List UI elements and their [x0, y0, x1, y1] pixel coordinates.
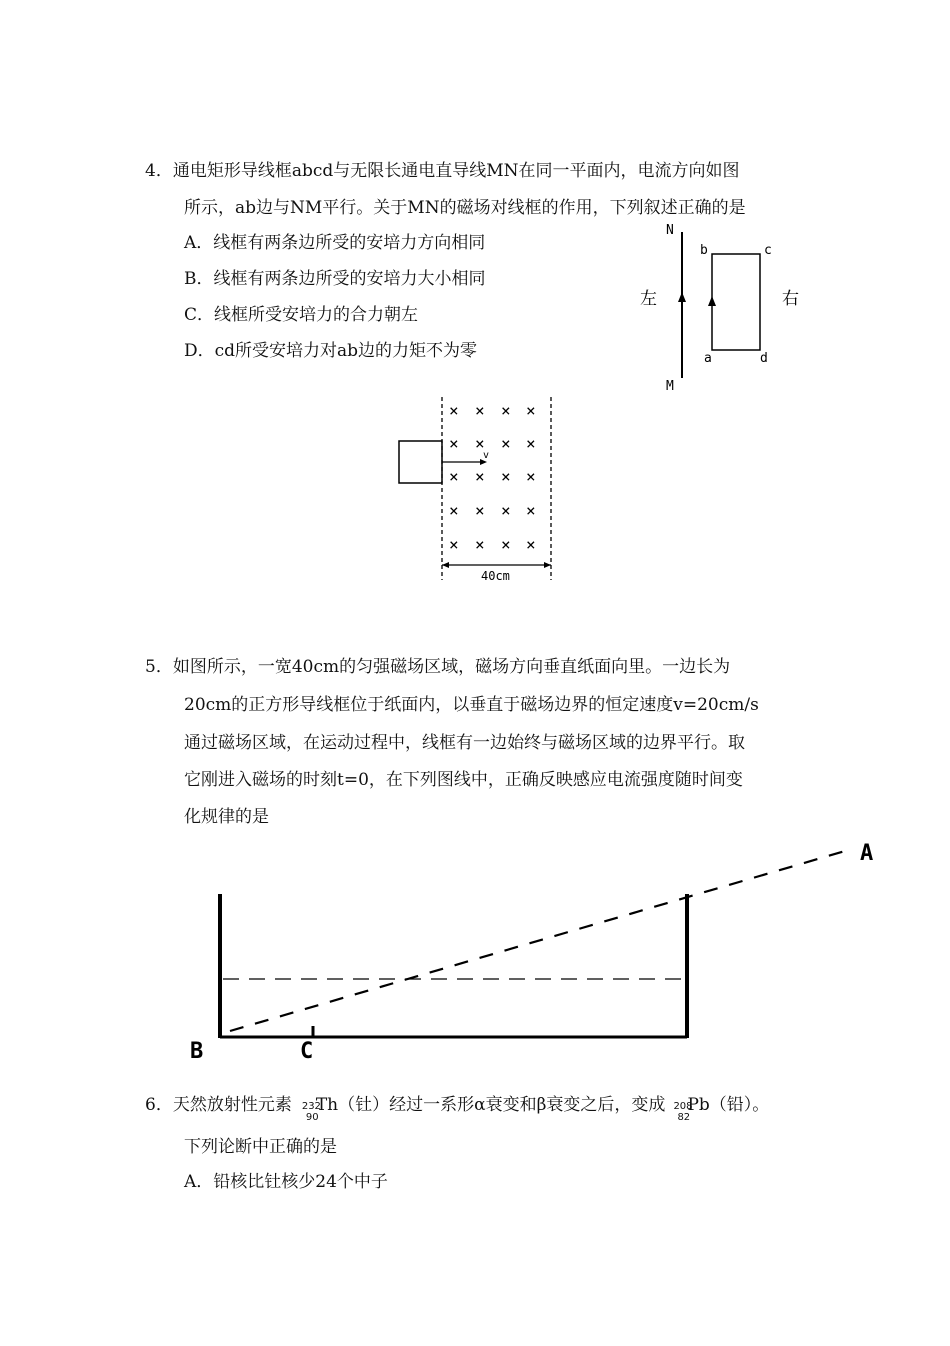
q4-option-a-text: 线框有两条边所受的安培力方向相同 [213, 233, 486, 253]
label-a: a [704, 351, 712, 366]
q6-pb-text: Pb（铅）。 [687, 1095, 770, 1115]
q4-line1 [145, 160, 740, 182]
q6-line1 [145, 1094, 770, 1123]
pb-mass-number: 208 [673, 1101, 693, 1112]
field-cross-4-1: × [475, 535, 485, 554]
q4-option-b-key: B． [184, 269, 214, 289]
q4-option-b [184, 268, 486, 290]
label-right: 右 [782, 289, 799, 309]
q6-option-a-key: A． [184, 1172, 214, 1192]
field-cross-1-3: × [526, 434, 536, 453]
field-cross-4-3: × [526, 535, 536, 554]
point-B-label: B [190, 1039, 204, 1064]
q6-th-text: Th（钍）经过一系形α衰变和β衰变之后，变成 [315, 1095, 666, 1115]
q6-prefix: 天然放射性元素 [172, 1095, 292, 1115]
label-b: b [700, 243, 708, 258]
q6-line2: 下列论断中正确的是 [184, 1137, 337, 1157]
field-cross-1-0: × [449, 434, 459, 453]
point-A-label: A [860, 841, 874, 866]
q5-number: 5． [145, 657, 173, 677]
field-cross-3-3: × [526, 501, 536, 520]
tank-figure [185, 838, 900, 1068]
q4-text-1: 通电矩形导线框abcd与无限长通电直导线MN在同一平面内，电流方向如图 [172, 161, 740, 181]
q5-line5: 化规律的是 [184, 807, 269, 827]
th-mass-number: 232 [301, 1101, 321, 1112]
field-cross-4-2: × [501, 535, 511, 554]
q5-line4: 它刚进入磁场的时刻t=0，在下列图线中，正确反映感应电流强度随时间变 [184, 770, 743, 790]
field-cross-2-2: × [501, 467, 511, 486]
field-cross-3-0: × [449, 501, 459, 520]
q5-line3: 通过磁场区域，在运动过程中，线框有一边始终与磁场区域的边界平行。取 [184, 733, 745, 753]
th-atomic-number: 90 [305, 1112, 319, 1123]
field-cross-3-1: × [475, 501, 485, 520]
q6-number: 6． [145, 1095, 173, 1115]
width-label: 40cm [481, 569, 510, 583]
q5-text-1: 如图所示，一宽40cm的匀强磁场区域，磁场方向垂直纸面向里。一边长为 [172, 657, 731, 677]
q4-option-c [184, 304, 418, 326]
q4-option-c-key: C． [184, 305, 215, 325]
cross-grid [449, 401, 536, 554]
field-cross-4-0: × [449, 535, 459, 554]
q4-line2: 所示，ab边与NM平行。关于MN的磁场对线框的作用，下列叙述正确的是 [184, 198, 746, 218]
field-cross-0-1: × [475, 401, 485, 420]
field-cross-1-1: × [475, 434, 485, 453]
wire-loop-figure [630, 218, 820, 398]
label-M: M [666, 379, 674, 394]
field-cross-0-0: × [449, 401, 459, 420]
q4-option-c-text: 线框所受安培力的合力朝左 [214, 305, 419, 325]
label-left: 左 [640, 289, 657, 309]
q5-line2: 20cm的正方形导线框位于纸面内，以垂直于磁场边界的恒定速度v=20cm/s [184, 695, 759, 715]
q4-option-d [184, 340, 477, 362]
label-N: N [666, 223, 674, 238]
q4-number: 4． [145, 161, 173, 181]
q4-option-a [184, 232, 485, 254]
velocity-label: v [483, 450, 490, 461]
q6-option-a [184, 1171, 388, 1193]
field-cross-2-3: × [526, 467, 536, 486]
q4-option-b-text: 线框有两条边所受的安培力大小相同 [213, 269, 486, 289]
magnetic-field-figure [390, 395, 570, 590]
point-C-label: C [300, 1039, 314, 1064]
label-d: d [760, 351, 768, 366]
field-cross-2-1: × [475, 467, 485, 486]
q6-option-a-text: 铅核比钍核少24个中子 [213, 1172, 388, 1192]
field-cross-1-2: × [501, 434, 511, 453]
field-cross-0-2: × [501, 401, 511, 420]
q4-option-d-key: D． [184, 341, 215, 361]
field-cross-0-3: × [526, 401, 536, 420]
q4-option-d-text: cd所受安培力对ab边的力矩不为零 [214, 341, 478, 361]
label-c: c [764, 243, 772, 258]
q4-option-a-key: A． [184, 233, 214, 253]
field-cross-2-0: × [449, 467, 459, 486]
q5-line1 [145, 656, 730, 678]
field-cross-3-2: × [501, 501, 511, 520]
pb-atomic-number: 82 [677, 1112, 691, 1123]
